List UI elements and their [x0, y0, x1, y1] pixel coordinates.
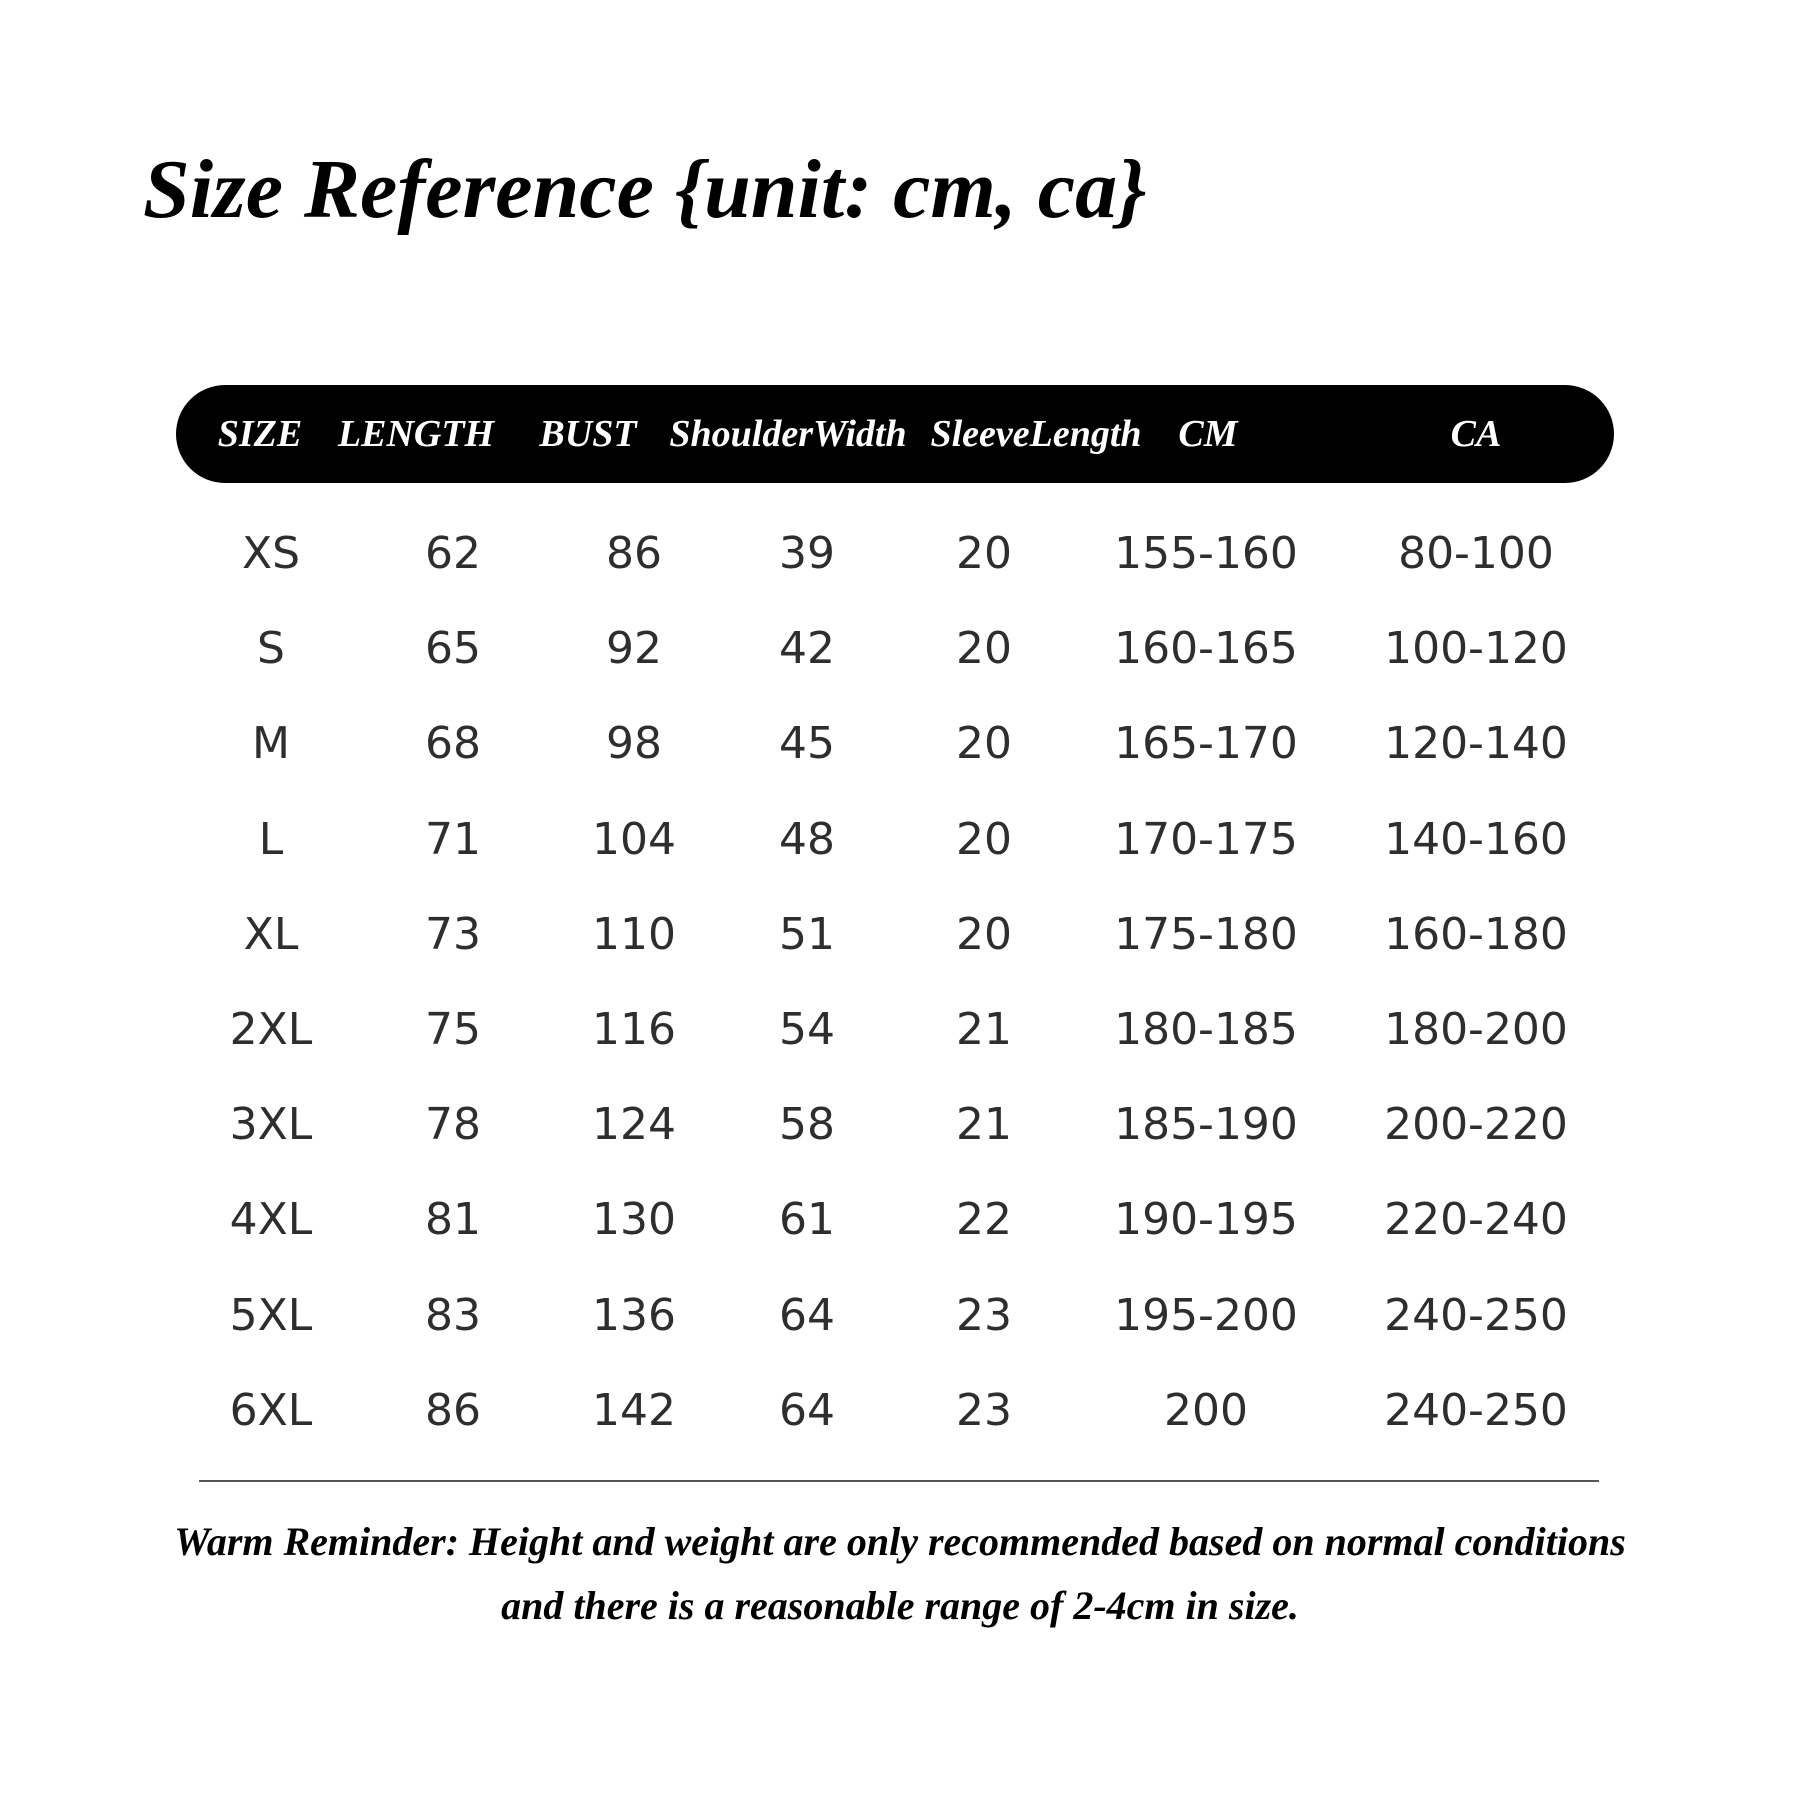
cell-bust: 130 [592, 1194, 676, 1246]
cell-ca: 180-200 [1384, 1004, 1568, 1055]
cell-shoulder-width: 48 [779, 813, 835, 865]
cell-sleeve-length: 22 [956, 1194, 1012, 1246]
header-cm: CM [1178, 413, 1238, 455]
cell-bust: 136 [592, 1289, 676, 1341]
cell-sleeve-length: 21 [956, 1099, 1012, 1151]
table-row [0, 1172, 1800, 1268]
cell-length: 81 [425, 1194, 481, 1246]
cell-length: 68 [425, 718, 481, 770]
cell-length: 65 [425, 623, 481, 675]
header-shoulder-width: ShoulderWidth [669, 413, 907, 455]
cell-cm: 170-175 [1114, 813, 1298, 865]
header-ca: CA [1450, 413, 1502, 455]
cell-length: 78 [425, 1099, 481, 1151]
header-sleeve-length: SleeveLength [930, 413, 1142, 455]
cell-shoulder-width: 61 [779, 1194, 835, 1246]
cell-ca: 140-160 [1384, 813, 1568, 865]
cell-cm: 200 [1164, 1384, 1248, 1436]
cell-cm: 165-170 [1114, 718, 1298, 770]
cell-bust: 98 [606, 718, 662, 770]
cell-size: 4XL [229, 1194, 313, 1246]
cell-length: 71 [425, 813, 481, 865]
cell-cm: 160-165 [1114, 623, 1298, 675]
table-row [0, 1077, 1800, 1173]
divider-line [199, 1480, 1599, 1482]
cell-ca: 240-250 [1384, 1289, 1568, 1341]
cell-length: 62 [425, 528, 481, 579]
table-row [0, 887, 1800, 983]
cell-shoulder-width: 45 [779, 718, 835, 770]
cell-cm: 185-190 [1114, 1099, 1298, 1151]
cell-shoulder-width: 51 [779, 908, 835, 960]
cell-ca: 220-240 [1384, 1194, 1568, 1246]
cell-ca: 160-180 [1384, 908, 1568, 960]
cell-sleeve-length: 20 [956, 623, 1012, 675]
cell-ca: 80-100 [1398, 528, 1554, 579]
cell-cm: 175-180 [1114, 908, 1298, 960]
cell-size: 5XL [229, 1289, 313, 1341]
cell-size: 3XL [229, 1099, 313, 1151]
cell-size: M [252, 718, 290, 770]
table-row [0, 792, 1800, 888]
cell-ca: 120-140 [1384, 718, 1568, 770]
cell-sleeve-length: 21 [956, 1004, 1012, 1055]
cell-ca: 200-220 [1384, 1099, 1568, 1151]
header-size: SIZE [217, 413, 303, 455]
warm-reminder-line-2: and there is a reasonable range of 2-4cm in size. [501, 1583, 1299, 1628]
table-header-bar [176, 385, 1614, 483]
cell-length: 75 [425, 1004, 481, 1055]
cell-shoulder-width: 58 [779, 1099, 835, 1151]
header-bust: BUST [539, 413, 637, 455]
cell-sleeve-length: 20 [956, 528, 1012, 579]
cell-bust: 110 [592, 908, 676, 960]
cell-bust: 86 [606, 528, 662, 579]
cell-bust: 116 [592, 1004, 676, 1055]
cell-bust: 104 [592, 813, 676, 865]
cell-shoulder-width: 54 [779, 1004, 835, 1055]
cell-size: XS [241, 528, 301, 579]
table-row [0, 1268, 1800, 1364]
cell-sleeve-length: 20 [956, 813, 1012, 865]
table-row [0, 982, 1800, 1078]
cell-shoulder-width: 39 [779, 528, 835, 579]
cell-cm: 180-185 [1114, 1004, 1298, 1055]
warm-reminder-line-1: Warm Reminder: Height and weight are only recommended based on normal conditions [174, 1519, 1626, 1564]
table-row [0, 696, 1800, 792]
cell-shoulder-width: 64 [779, 1384, 835, 1436]
cell-size: 6XL [229, 1384, 313, 1436]
cell-sleeve-length: 23 [956, 1289, 1012, 1341]
cell-bust: 124 [592, 1099, 676, 1151]
cell-length: 73 [425, 908, 481, 960]
cell-shoulder-width: 64 [779, 1289, 835, 1341]
table-row [0, 601, 1800, 697]
cell-shoulder-width: 42 [779, 623, 835, 675]
cell-size: L [258, 813, 284, 865]
cell-sleeve-length: 23 [956, 1384, 1012, 1436]
cell-sleeve-length: 20 [956, 908, 1012, 960]
table-row [0, 1363, 1800, 1459]
cell-size: XL [243, 908, 299, 960]
cell-length: 86 [425, 1384, 481, 1436]
cell-ca: 240-250 [1384, 1384, 1568, 1436]
page-title: Size Reference {unit: cm, ca} [143, 143, 1147, 236]
cell-bust: 142 [592, 1384, 676, 1436]
cell-sleeve-length: 20 [956, 718, 1012, 770]
cell-bust: 92 [606, 623, 662, 675]
header-length: LENGTH [337, 413, 495, 455]
cell-size: S [257, 623, 285, 675]
cell-size: 2XL [229, 1004, 313, 1055]
cell-ca: 100-120 [1384, 623, 1568, 675]
cell-cm: 155-160 [1114, 528, 1298, 579]
cell-length: 83 [425, 1289, 481, 1341]
cell-cm: 195-200 [1114, 1289, 1298, 1341]
cell-cm: 190-195 [1114, 1194, 1298, 1246]
table-row [0, 506, 1800, 602]
